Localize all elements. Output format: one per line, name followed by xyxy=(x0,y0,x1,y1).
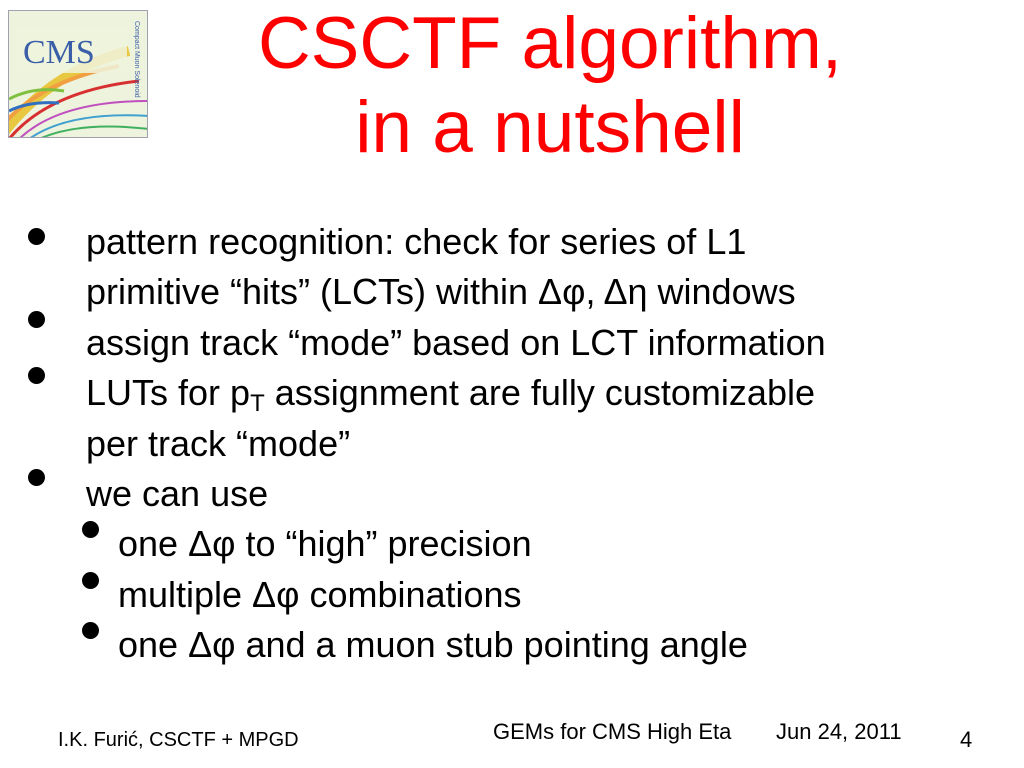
subbullet-1: one Δφ to “high” precision xyxy=(118,523,532,564)
bullet-dot xyxy=(28,367,45,384)
slide-title-line-2: in a nutshell xyxy=(355,87,745,168)
bullet-3-pre: LUTs for p xyxy=(86,372,251,413)
bullet-2-line-1: assign track “mode” based on LCT information xyxy=(86,322,826,363)
footer-event: GEMs for CMS High Eta xyxy=(493,719,732,744)
bullet-dot xyxy=(28,311,45,328)
footer-author: I.K. Furić, CSCTF + MPGD xyxy=(58,729,299,751)
bullet-3-line-2: per track “mode” xyxy=(86,423,351,464)
subbullet-dot xyxy=(82,572,99,589)
subbullet-dot xyxy=(82,622,99,639)
cms-logo-text: CMS xyxy=(23,34,95,71)
footer-date: Jun 24, 2011 xyxy=(776,719,902,744)
bullet-3-sub: T xyxy=(250,390,265,417)
bullet-1-line-1: pattern recognition: check for series of L1 xyxy=(86,221,747,262)
cms-logo-subtext: Compact Muon Solenoid xyxy=(133,21,140,98)
subbullet-3: one Δφ and a muon stub pointing angle xyxy=(118,624,748,665)
page-number: 4 xyxy=(960,727,973,752)
bullet-1-line-2: primitive “hits” (LCTs) within Δφ, Δη windows xyxy=(86,271,796,312)
bullet-3-line-1 xyxy=(86,372,815,417)
bullet-3-post: assignment are fully customizable xyxy=(264,372,815,413)
subbullet-dot xyxy=(82,521,99,538)
slide-title-line-1: CSCTF algorithm, xyxy=(257,3,843,84)
subbullet-2: multiple Δφ combinations xyxy=(118,574,522,615)
bullet-dot xyxy=(28,228,45,245)
bullet-4-line-1: we can use xyxy=(86,473,269,514)
bullet-dot xyxy=(28,469,45,486)
